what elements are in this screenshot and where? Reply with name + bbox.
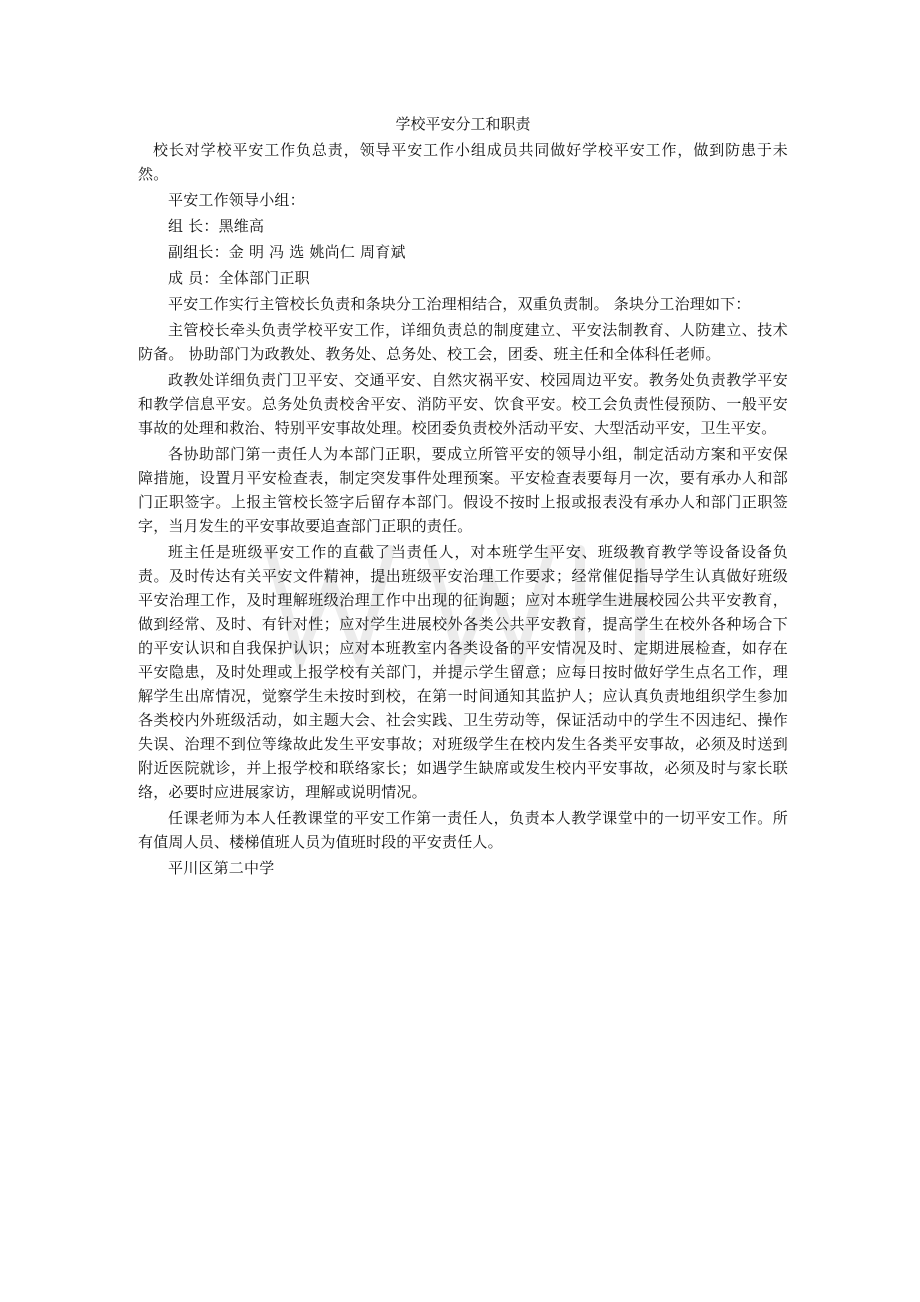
leadership-group-heading: 平安工作领导小组： <box>168 191 305 209</box>
document-title: 学校平安分工和职责 <box>395 115 531 133</box>
class-teacher-paragraph: 班主任是班级平安工作的直截了当责任人，对本班学生平安、班级教育教学等设备设备负责。及时传达有关平安文件精神，提出班级平安治理工作要求；经常催促指导学生认真做好班级平安治理工作，及时理解班级治理工作中出现的征询题；应对本班学生进展校园公共平安教育，做到经常、及时、有针对性；应对学生进展校外各类公共平安教育，提高学生在校外各种场合下的平安认识和自我保护认识；应对本班教室内各类设备的平安情况及时、定期进展检查，如存在平安隐患，及时处理或上报学校有关部门，并提示学生留意；应每日按时做好学生点名工作，理解学生出席情况，觉察学生未按时到校，在第一时间通知其监护人；应认真负责地组织学生参加各类校内外班级活动，如主题大会、社会实践、卫生劳动等，保证活动中的学生不因违纪、操作失误、治理不到位等缘故此发生平安事故；对班级学生在校内发生各类平安事故，必须及时送到附近医院就诊，并上报学校和联络家长；如遇学生缺席或发生校内平安事故，必须及时与家长联络，必要时应进展家访，理解或说明情况。 <box>138 543 788 801</box>
responsibility-system-paragraph: 平安工作实行主管校长负责和条块分工治理相结合，双重负责制。 条块分工治理如下： <box>168 295 751 313</box>
subject-teacher-paragraph: 任课老师为本人任教课堂的平安工作第一责任人，负责本人教学课堂中的一切平安工作。所有值周人员、楼梯值班人员为值班时段的平安责任人。 <box>138 809 788 851</box>
department-head-paragraph: 各协助部门第一责任人为本部门正职，要成立所管平安的领导小组，制定活动方案和平安保障措施，设置月平安检查表，制定突发事件处理预案。平安检查表要每月一次，要有承办人和部门正职签字。上报主管校长签字后留存本部门。假设不按时上报或报表没有承办人和部门正职签字，当月发生的平安事故要追查部门正职的责任。 <box>138 445 788 535</box>
school-signature: 平川区第二中学 <box>168 859 275 877</box>
group-leader: 组 长：黑维高 <box>168 217 265 235</box>
group-members: 成 员：全体部门正职 <box>168 269 310 287</box>
document-body <box>138 112 788 880</box>
intro-paragraph: 校长对学校平安工作负总责，领导平安工作小组成员共同做好学校平安工作，做到防患于未然。 <box>138 141 788 183</box>
group-deputy: 副组长：金 明 冯 选 姚尚仁 周育斌 <box>168 243 406 261</box>
department-duties-paragraph: 政教处详细负责门卫平安、交通平安、自然灾祸平安、校园周边平安。教务处负责教学平安和教学信息平安。总务处负责校舍平安、消防平安、饮食平安。校工会负责性侵预防、一般平安事故的处理和救治、特别平安事故处理。校团委负责校外活动平安、大型活动平安，卫生平安。 <box>138 371 788 437</box>
principal-duties-paragraph: 主管校长牵头负责学校平安工作，详细负责总的制度建立、平安法制教育、人防建立、技术防备。 协助部门为政教处、教务处、总务处、校工会，团委、班主任和全体科任老师。 <box>138 321 788 363</box>
